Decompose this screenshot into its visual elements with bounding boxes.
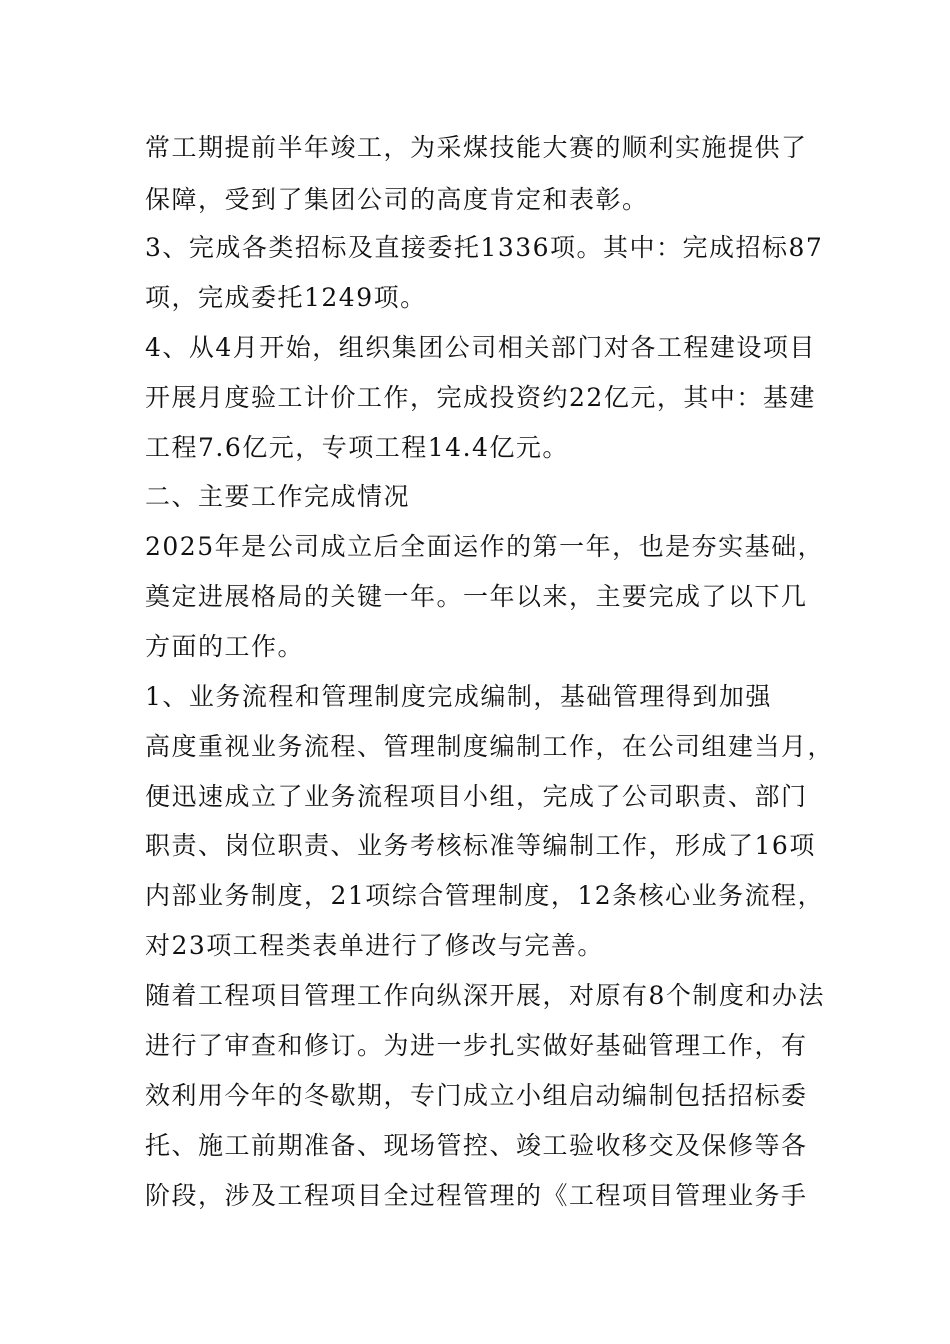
text-line: 阶段，涉及工程项目全过程管理的《工程项目管理业务手	[145, 1181, 808, 1210]
text-line: 奠定进展格局的关键一年。一年以来，主要完成了以下几	[145, 582, 808, 611]
section-heading: 二、主要工作完成情况	[145, 482, 411, 511]
text-line: 保障，受到了集团公司的高度肯定和表彰。	[145, 185, 649, 214]
text-line: 职责、岗位职责、业务考核标准等编制工作，形成了16项	[145, 831, 816, 860]
text-line: 内部业务制度，21项综合管理制度，12条核心业务流程，	[145, 881, 825, 910]
text-line: 2025年是公司成立后全面运作的第一年，也是夯实基础，	[145, 532, 825, 561]
watermark-mark	[628, 197, 676, 207]
text-line: 便迅速成立了业务流程项目小组，完成了公司职责、部门	[145, 782, 808, 811]
text-line: 项，完成委托1249项。	[145, 283, 427, 312]
watermark-mark	[590, 943, 636, 953]
text-line: 4、从4月开始，组织集团公司相关部门对各工程建设项目	[145, 333, 816, 362]
text-line: 托、施工前期准备、现场管控、竣工验收移交及保修等各	[145, 1131, 808, 1160]
watermark-mark	[560, 445, 602, 455]
text-line: 效利用今年的冬歇期，专门成立小组启动编制包括招标委	[145, 1081, 808, 1110]
text-line: 进行了审查和修订。为进一步扎实做好基础管理工作，有	[145, 1031, 808, 1060]
text-line: 开展月度验工计价工作，完成投资约22亿元，其中：基建	[145, 383, 816, 412]
text-line: 常工期提前半年竣工，为采煤技能大赛的顺利实施提供了	[145, 133, 808, 162]
subsection-heading: 1、业务流程和管理制度完成编制，基础管理得到加强	[145, 682, 772, 711]
text-line: 方面的工作。	[145, 632, 305, 661]
text-line: 对23项工程类表单进行了修改与完善。	[145, 931, 604, 960]
text-line: 随着工程项目管理工作向纵深开展，对原有8个制度和办法	[145, 981, 825, 1010]
watermark-mark	[290, 644, 336, 654]
text-line: 3、完成各类招标及直接委托1336项。其中：完成招标87	[145, 233, 824, 262]
text-line: 工程7.6亿元，专项工程14.4亿元。	[145, 433, 569, 462]
text-line: 高度重视业务流程、管理制度编制工作，在公司组建当月，	[145, 732, 835, 761]
